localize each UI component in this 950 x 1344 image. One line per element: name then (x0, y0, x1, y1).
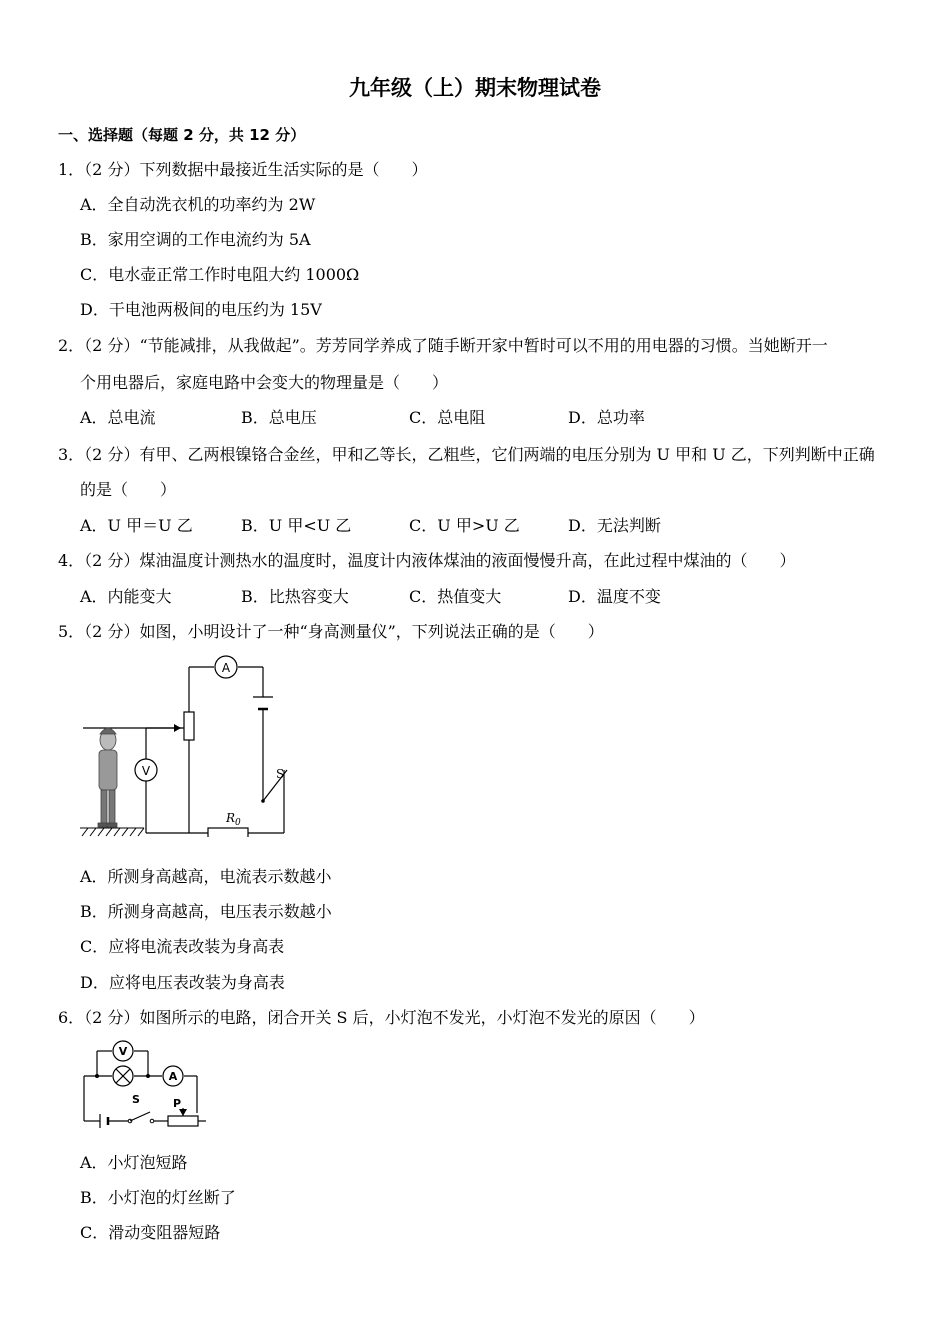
q1-stem: 1．（2 分）下列数据中最接近生活实际的是（ ） (58, 160, 428, 179)
q3-option-b: B．U 甲<U 乙 (241, 516, 352, 535)
q5-option-a: A．所测身高越高，电流表示数越小 (80, 867, 332, 886)
q5-option-c: C．应将电流表改装为身高表 (80, 937, 285, 956)
q6-option-b: B．小灯泡的灯丝断了 (80, 1188, 236, 1207)
switch-label: S (276, 767, 285, 781)
q3-option-c: C．U 甲>U 乙 (409, 516, 520, 535)
q2-option-d: D．总功率 (568, 408, 645, 427)
switch-label: S (132, 1093, 140, 1106)
junction-dot-right (146, 1074, 150, 1078)
q1-option-a: A．全自动洗衣机的功率约为 2W (80, 195, 316, 214)
slider-arrow (174, 724, 181, 732)
q2-option-b: B．总电压 (241, 408, 317, 427)
q4-option-c: C．热值变大 (409, 587, 502, 606)
voltmeter-label: V (118, 1045, 128, 1058)
q2-option-c: C．总电阻 (409, 408, 486, 427)
q3-stem-line1: 3．（2 分）有甲、乙两根镍铬合金丝，甲和乙等长，乙粗些，它们两端的电压分别为 U 甲和 U 乙，下列判断中正确 (58, 445, 875, 464)
q3-option-a: A．U 甲＝U 乙 (80, 516, 193, 535)
ground-hatch (80, 828, 144, 836)
voltmeter-label: V (141, 764, 151, 778)
q6-option-c: C．滑动变阻器短路 (80, 1223, 221, 1242)
rheostat-slider-arrow (179, 1109, 187, 1116)
rheostat-symbol (184, 712, 194, 740)
q3-stem-line2: 的是（ ） (80, 480, 177, 499)
q2-option-a: A．总电流 (80, 408, 156, 427)
q4-option-d: D．温度不变 (568, 587, 661, 606)
q1-option-b: B．家用空调的工作电流约为 5A (80, 230, 311, 249)
q5-option-d: D．应将电压表改装为身高表 (80, 973, 285, 992)
switch-contact-right (150, 1119, 154, 1123)
q5-stem: 5．（2 分）如图，小明设计了一种“身高测量仪”，下列说法正确的是（ ） (58, 622, 604, 641)
q6-stem: 6．（2 分）如图所示的电路，闭合开关 S 后，小灯泡不发光，小灯泡不发光的原因（ ） (58, 1008, 705, 1027)
ammeter-label: A (221, 661, 231, 675)
bulb-circuit-figure (80, 1038, 220, 1128)
height-meter-circuit-figure (78, 652, 288, 837)
q1-option-c: C．电水壶正常工作时电阻大约 1000Ω (80, 265, 360, 284)
slider-label: P (173, 1097, 182, 1110)
rheostat-symbol (168, 1116, 198, 1126)
switch-lever (130, 1112, 150, 1121)
page-title: 九年级（上）期末物理试卷 (349, 76, 601, 100)
q6-option-a: A．小灯泡短路 (80, 1153, 188, 1172)
junction-dot-left (95, 1074, 99, 1078)
q3-option-d: D．无法判断 (568, 516, 661, 535)
ammeter-label: A (168, 1070, 178, 1083)
q4-option-a: A．内能变大 (80, 587, 172, 606)
q4-stem: 4．（2 分）煤油温度计测热水的温度时，温度计内液体煤油的液面慢慢升高，在此过程中煤油的（ ） (58, 551, 796, 570)
resistor-r0-symbol (208, 828, 248, 837)
resistor-r0-label: $R_0$ (226, 811, 241, 828)
q5-option-b: B．所测身高越高，电压表示数越小 (80, 902, 332, 921)
q1-option-d: D．干电池两极间的电压约为 15V (80, 300, 322, 319)
bulb-symbol (113, 1066, 133, 1086)
q2-stem-line2: 个用电器后，家庭电路中会变大的物理量是（ ） (80, 373, 449, 392)
q2-stem-line1: 2．（2 分）“节能减排，从我做起”。芳芳同学养成了随手断开家中暂时可以不用的用电器的习惯。当她断开一 (58, 336, 828, 355)
q4-option-b: B．比热容变大 (241, 587, 349, 606)
person-figure (98, 728, 117, 827)
section-heading: 一、选择题（每题 2 分，共 12 分） (58, 126, 306, 144)
